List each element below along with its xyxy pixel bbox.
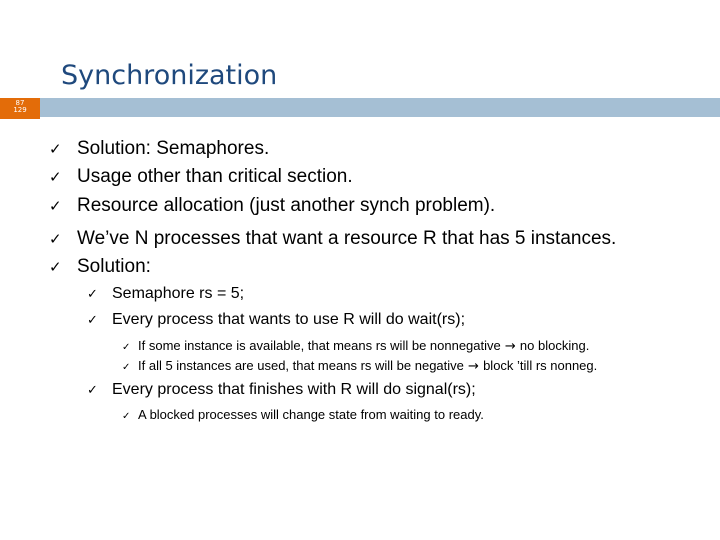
check-mark-icon: ✓ xyxy=(49,197,62,215)
sub-sub-bullet-text: If some instance is available, that means rs will be nonnegative xyxy=(138,338,501,353)
check-mark-icon: ✓ xyxy=(122,362,131,373)
bullet-text: Resource allocation (just another synch problem). xyxy=(77,195,496,216)
sub-sub-bullet-text: If all 5 instances are used, that means rs will be negative xyxy=(138,358,464,373)
sub-sub-bullet-item xyxy=(122,338,589,354)
sub-sub-bullet-text: A blocked processes will change state from waiting to ready. xyxy=(138,407,484,422)
sub-sub-bullet-text-after: block ’till rs nonneg. xyxy=(483,358,598,373)
sub-sub-bullet-item xyxy=(122,407,484,422)
sub-bullet-item xyxy=(87,285,244,303)
bullet-item xyxy=(49,195,495,217)
check-mark-icon: ✓ xyxy=(49,230,62,248)
check-mark-icon: ✓ xyxy=(122,342,131,353)
header-bar xyxy=(40,98,720,117)
check-mark-icon: ✓ xyxy=(122,411,131,422)
bullet-item xyxy=(49,228,616,250)
bullet-item xyxy=(49,256,151,278)
bullet-text: We’ve N processes that want a resource R that has 5 instances. xyxy=(77,228,617,249)
sub-bullet-item xyxy=(87,311,465,329)
bullet-text: Solution: xyxy=(77,256,151,277)
sub-bullet-item xyxy=(87,381,476,399)
check-mark-icon: ✓ xyxy=(49,140,62,158)
bullet-item xyxy=(49,166,353,188)
sub-bullet-text: Semaphore rs = 5; xyxy=(112,285,245,302)
check-mark-icon: ✓ xyxy=(49,168,62,186)
sub-bullet-text: Every process that finishes with R will do signal(rs); xyxy=(112,381,476,398)
check-mark-icon: ✓ xyxy=(49,258,62,276)
slide-title: Synchronization xyxy=(61,60,278,91)
sub-bullet-text: Every process that wants to use R will do wait(rs); xyxy=(112,311,466,328)
slide-number-current: 87 xyxy=(15,99,25,107)
sub-sub-bullet-text-after: no blocking. xyxy=(519,338,590,353)
right-arrow-icon: → xyxy=(463,359,484,374)
bullet-text: Solution: Semaphores. xyxy=(77,138,270,159)
check-mark-icon: ✓ xyxy=(87,287,98,302)
slide-number xyxy=(11,100,29,114)
slide-number-total: 129 xyxy=(13,106,27,114)
right-arrow-icon: → xyxy=(500,339,520,354)
check-mark-icon: ✓ xyxy=(87,383,98,398)
check-mark-icon: ✓ xyxy=(87,313,98,328)
bullet-text: Usage other than critical section. xyxy=(77,166,353,187)
sub-sub-bullet-item xyxy=(122,358,597,374)
bullet-item xyxy=(49,138,269,160)
